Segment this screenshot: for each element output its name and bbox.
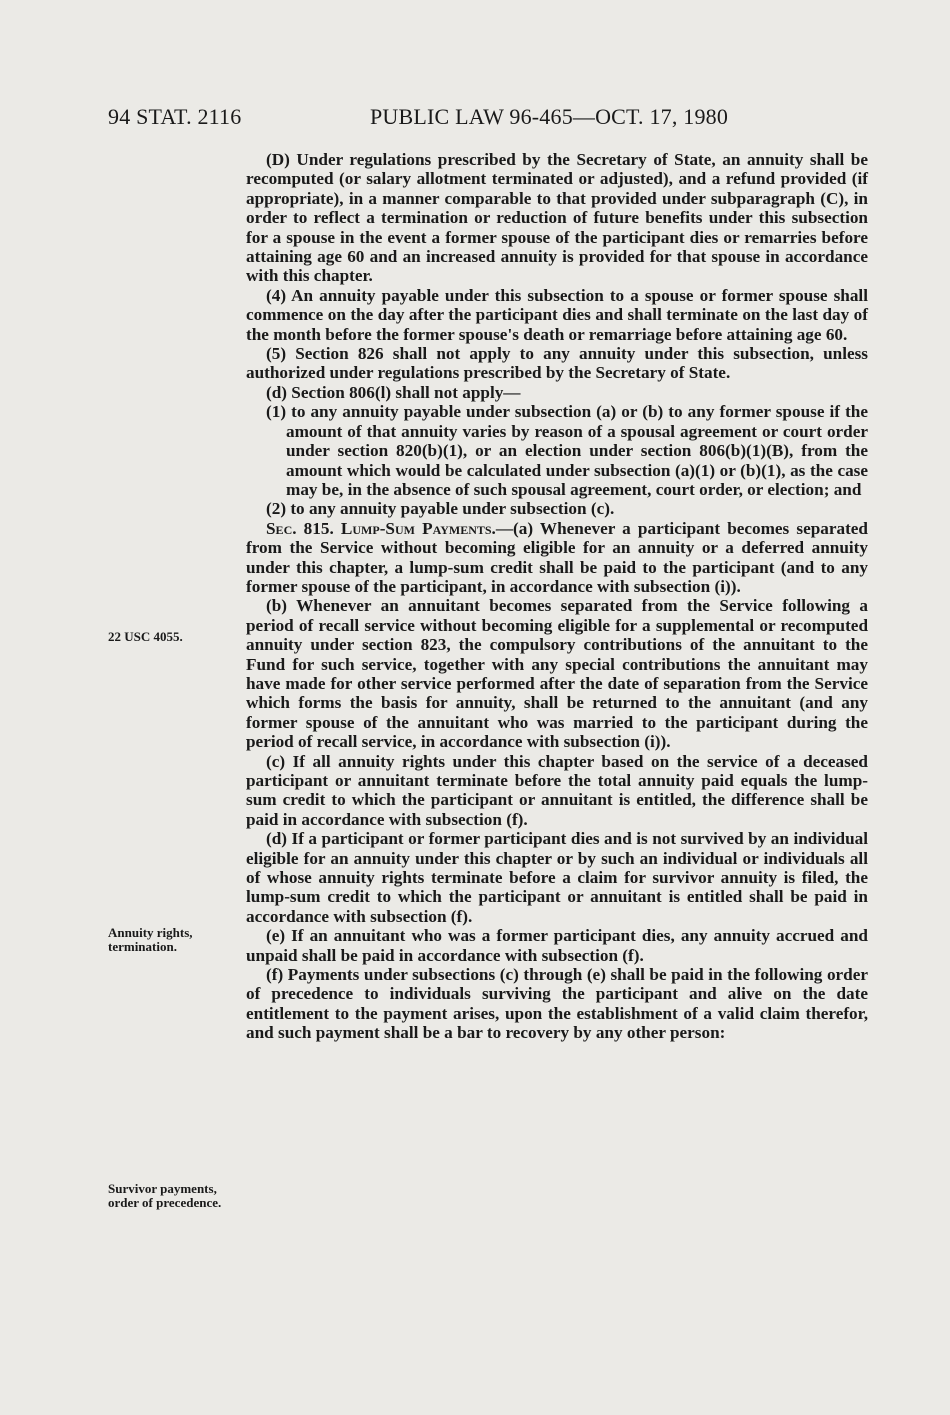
paragraph-5: (5) Section 826 shall not apply to any annuity under this subsection, unless authorized under regulations prescribed by the Secretary of State. <box>246 344 868 383</box>
section-title: Lump-Sum Payments. <box>340 518 496 538</box>
section-815-a-text: —(a) Whenever a participant becomes separated from the Service without becoming eligible for an annuity or a deferred annuity under this chapter, a lump-sum credit shall be paid to the participant (and to any former spouse of the participant, in accordance with subsection (i)). <box>246 518 868 596</box>
paragraph-subparagraph-d: (D) Under regulations prescribed by the Secretary of State, an annuity shall be recomputed (or salary allotment terminated or adjusted), and a refund provided (if appropriate), in a manner comparable to that provided under subparagraph (C), in order to reflect a termination or reduction of future benefits under this subsection for a spouse in the event a former spouse of the participant dies or remarries before attaining age 60 and an increased annuity is provided for that spouse in accordance with this chapter. <box>246 150 868 286</box>
statute-page-number: 94 STAT. 2116 <box>108 104 242 129</box>
section-815-subsection-f: (f) Payments under subsections (c) through (e) shall be paid in the following order of precedence to individuals surviving the participant and alive on the date entitlement to the payment arises, upon the establishment of a valid claim therefor, and such payment shall be a bar to recovery by any other person: <box>246 965 868 1043</box>
public-law-citation: PUBLIC LAW 96-465—OCT. 17, 1980 <box>370 104 729 129</box>
margin-note-annuity-rights: Annuity rights, termination. <box>108 925 193 954</box>
subsection-d-item-2: (2) to any annuity payable under subsection (c). <box>266 499 615 519</box>
section-label: Sec. 815. <box>266 518 334 538</box>
margin-note-survivor-payments: Survivor payments, order of precedence. <box>108 1181 222 1210</box>
margin-note-usc: 22 USC 4055. <box>108 629 183 644</box>
subsection-d-item-1: (1) to any annuity payable under subsection (a) or (b) to any former spouse if the amount of that annuity varies by reason of a spousal agreement or court order under section 820(b)(1), or an election under section 806(b)(1)(B), from the amount which would be calculated under subsection (a)(1) or (b)(1), as the case may be, in the absence of such spousal agreement, court order, or election; and <box>266 402 868 499</box>
page-header <box>108 104 868 134</box>
section-815-subsection-c: (c) If all annuity rights under this chapter based on the service of a deceased participant or annuitant terminate before the total annuity paid equals the lump-sum credit to which the participant or annuitant is entitled, the difference shall be paid in accordance with subsection (f). <box>246 751 868 829</box>
section-815-subsection-d: (d) If a participant or former participant dies and is not survived by an individual eligible for an annuity under this chapter or by such an individual or individuals all of whose annuity rights terminate before a claim for survivor annuity is filed, the lump-sum credit to which the participant or annuitant is entitled shall be paid in accordance with subsection (f). <box>246 829 868 926</box>
document-body <box>246 150 868 1043</box>
subsection-d: (d) Section 806(l) shall not apply— <box>266 382 521 402</box>
section-815-subsection-b: (b) Whenever an annuitant becomes separated from the Service following a period of recall service without becoming eligible for a supplemental or recomputed annuity under section 823, the compulsory contributions of the annuitant to the Fund for such service, together with any special contributions the annuitant may have made for other service performed after the date of separation from the Service which forms the basis for annuity, shall be returned to the annuitant (and any former spouse of the annuitant who was married to the participant during the period of recall service, in accordance with subsection (i)). <box>246 596 868 752</box>
paragraph-4: (4) An annuity payable under this subsection to a spouse or former spouse shall commence on the day after the participant dies and shall terminate on the last day of the month before the former spouse's death or remarriage before attaining age 60. <box>246 285 868 344</box>
section-815-subsection-a <box>246 519 868 597</box>
section-815-subsection-e: (e) If an annuitant who was a former participant dies, any annuity accrued and unpaid shall be paid in accordance with subsection (f). <box>246 926 868 965</box>
